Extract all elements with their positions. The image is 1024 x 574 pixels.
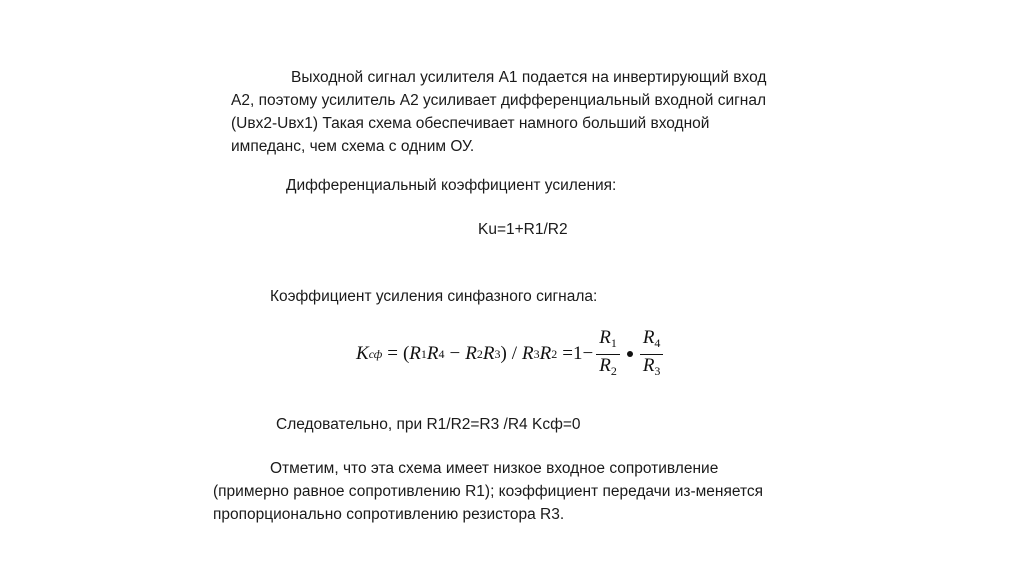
- formula-subscript: 2: [551, 346, 558, 361]
- formula-operator: −: [582, 343, 594, 364]
- common-mode-gain-formula: [356, 326, 666, 382]
- paragraph-input-resistance: [213, 457, 819, 526]
- conclusion-line: Следовательно, при R1/R2=R3 /R4 Kсф=0: [276, 416, 581, 433]
- differential-gain-formula: Ku=1+R1/R2: [478, 221, 568, 238]
- paragraph-line: (примерно равное сопротивлению R1); коэффициент передачи из-меняется: [213, 483, 764, 500]
- formula-subscript: 3: [654, 363, 661, 378]
- formula-symbol-r: R: [482, 343, 495, 364]
- formula-paren: (: [402, 343, 410, 364]
- formula-subscript: 4: [654, 335, 661, 350]
- formula-subscript: 1: [610, 335, 617, 350]
- formula-fraction-r4-r3: [640, 327, 664, 382]
- formula-subscript: 3: [533, 346, 540, 361]
- formula-symbol-r: R: [522, 343, 534, 364]
- common-mode-gain-label: Коэффициент усиления синфазного сигнала:: [270, 288, 598, 305]
- formula-number: 1: [572, 343, 583, 364]
- formula-symbol-r: R: [599, 326, 611, 348]
- formula-symbol-r: R: [642, 326, 655, 348]
- formula-symbol-r: R: [426, 343, 439, 364]
- formula-fraction-r1-r2: [596, 327, 620, 382]
- formula-operator: =: [562, 343, 573, 364]
- formula-symbol-r: R: [599, 354, 611, 376]
- paragraph-line: пропорционально сопротивлению резистора R3.: [213, 506, 565, 523]
- formula-subscript: 3: [494, 346, 501, 361]
- formula-symbol-k: K: [356, 343, 369, 364]
- formula-symbol-r: R: [409, 343, 421, 364]
- differential-gain-label: Дифференциальный коэффициент усиления:: [286, 177, 617, 194]
- paragraph-line: (Uвх2-Uвх1) Такая схема обеспечивает намного больший входной: [231, 115, 710, 132]
- formula-symbol-r: R: [465, 343, 477, 364]
- paragraph-line: Отметим, что эта схема имеет низкое входное сопротивление: [270, 460, 719, 477]
- paragraph-line: импеданс, чем схема с одним ОУ.: [231, 138, 475, 155]
- formula-symbol-r: R: [642, 354, 655, 376]
- paragraph-line: А2, поэтому усилитель А2 усиливает дифференциальный входной сигнал: [231, 92, 767, 109]
- formula-subscript: 2: [476, 346, 483, 361]
- multiply-dot-icon: [627, 351, 633, 357]
- formula-subscript: сф: [368, 346, 383, 361]
- formula-subscript: 2: [610, 363, 617, 378]
- formula-symbol-r: R: [539, 343, 552, 364]
- formula-subscript: 4: [438, 346, 445, 361]
- formula-operator: −: [449, 343, 461, 364]
- paragraph-line: Выходной сигнал усилителя А1 подается на инвертирующий вход: [291, 69, 767, 86]
- paragraph-output-signal: [231, 66, 819, 158]
- formula-subscript: 1: [420, 346, 427, 361]
- formula-operator: /: [511, 343, 518, 364]
- formula-paren: ): [500, 343, 507, 364]
- formula-operator: =: [387, 343, 398, 364]
